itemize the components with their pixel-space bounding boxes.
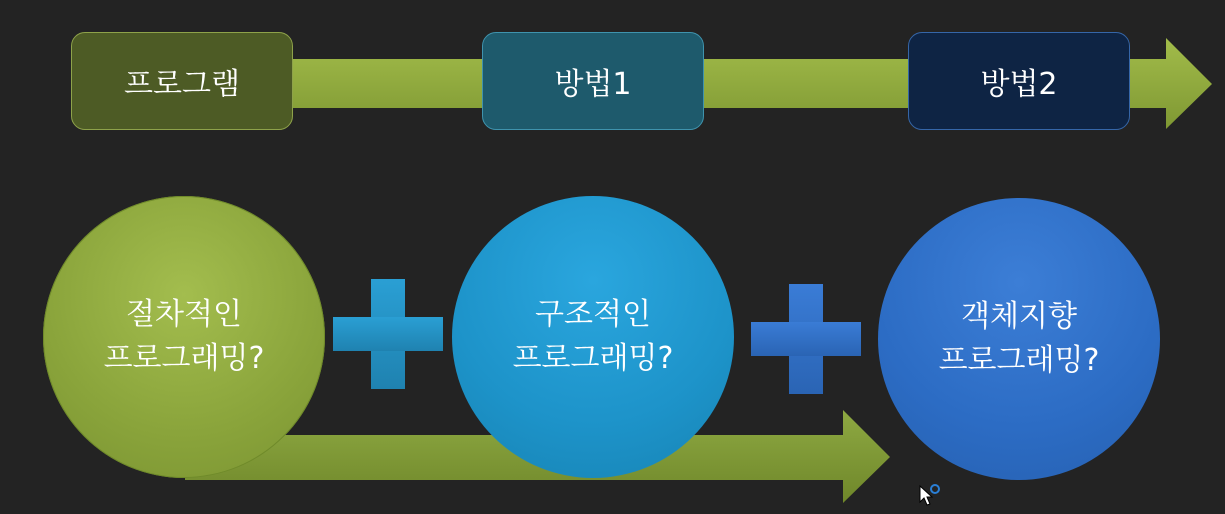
circle-line1: 절차적인 [126, 297, 242, 332]
circle-line2: 프로그래밍? [512, 341, 674, 376]
stage-label: 프로그램 [124, 67, 240, 102]
circle-line2: 프로그래밍? [103, 341, 265, 376]
stage-label: 방법2 [980, 67, 1058, 102]
stage-box-program [71, 32, 293, 130]
plus-icon [751, 284, 861, 394]
circle-structured [452, 196, 734, 478]
circle-procedural [43, 196, 325, 478]
mouse-cursor-icon [918, 484, 948, 508]
circle-line1: 구조적인 [535, 297, 651, 332]
circle-line2: 프로그래밍? [938, 343, 1100, 378]
plus-icon [333, 279, 443, 389]
stage-box-method2 [908, 32, 1130, 130]
circle-object-oriented [878, 198, 1160, 480]
stage-label: 방법1 [554, 67, 632, 102]
circle-line1: 객체지향 [961, 299, 1077, 334]
stage-box-method1 [482, 32, 704, 130]
